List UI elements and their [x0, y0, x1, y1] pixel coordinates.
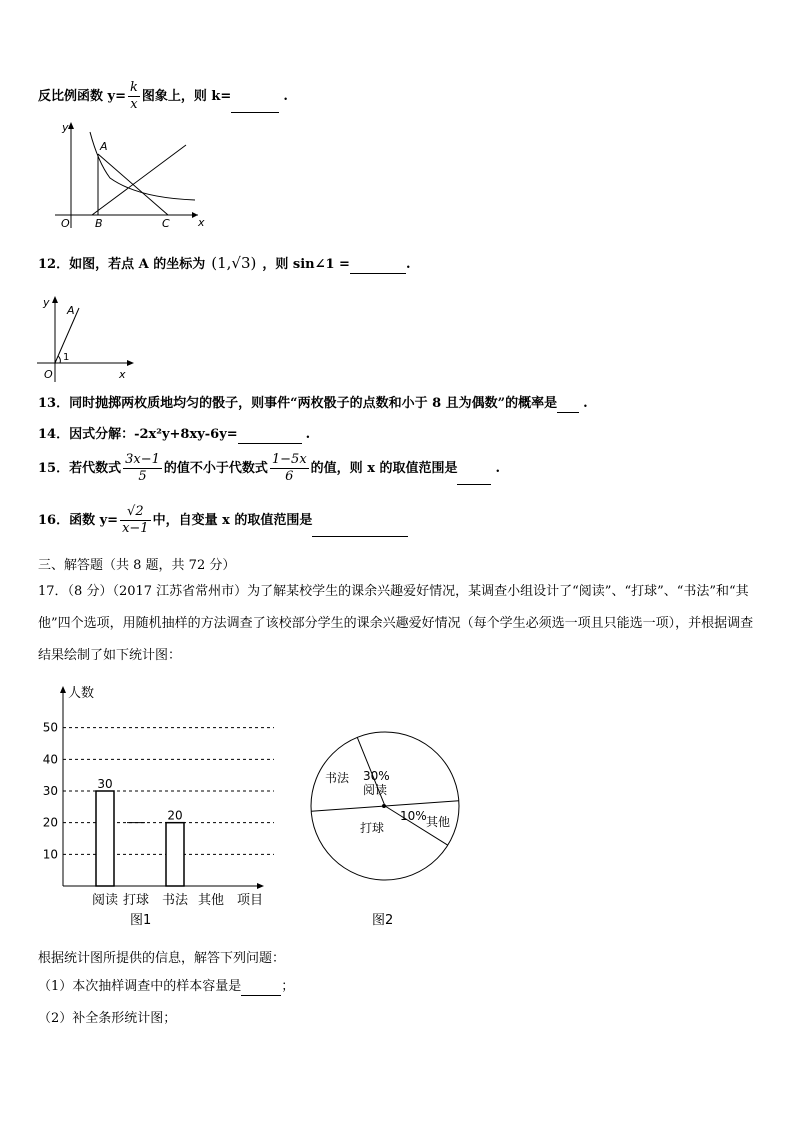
- question-11-line: [38, 80, 288, 113]
- sub-question-1-line: [38, 978, 294, 996]
- q12-text-mid: ，则 sin∠1 =: [262, 257, 350, 272]
- q16-text-after: 中，自变量 x 的取值范围是: [152, 513, 313, 528]
- bar-category-label: 打球: [122, 893, 150, 908]
- bar-y-axis-arrow-icon: [60, 686, 66, 693]
- bar-category-label: 阅读: [91, 893, 119, 908]
- q11-fraction: [128, 80, 140, 113]
- pie-label-calligraphy: 书法: [325, 771, 350, 785]
- q16-frac-den: x−1: [122, 521, 149, 536]
- fig11-label-c: C: [162, 217, 170, 230]
- bar-data-label: 20: [167, 808, 183, 823]
- sub1-end: ；: [281, 979, 295, 994]
- fig11-label-x: x: [198, 216, 205, 229]
- q15-end: .: [495, 461, 501, 476]
- q11-frac-den: x: [130, 97, 138, 112]
- question-14-line: [38, 426, 310, 444]
- fig12-label-y: y: [43, 296, 50, 309]
- question-12-line: [38, 254, 410, 274]
- fig11-label-b: B: [95, 217, 103, 230]
- question-13-line: [38, 395, 588, 413]
- bar-chart-ylabel: 人数: [68, 686, 95, 701]
- q11-answer-blank[interactable]: [231, 98, 279, 113]
- q12-answer-blank[interactable]: [350, 259, 406, 274]
- fig11-line-bc: [92, 145, 186, 215]
- bar-y-tick-label: 20: [42, 815, 58, 830]
- pie-label-other: 其他: [426, 815, 451, 829]
- question-16-line: [38, 504, 408, 537]
- q12-text-before: 12．如图，若点 A 的坐标为: [38, 257, 206, 272]
- q15-f1-num: 3x−1: [125, 452, 160, 467]
- q14-text: 14．因式分解：-2x²y+8xy-6y=: [38, 427, 238, 442]
- q15-text-before: 15．若代数式: [38, 461, 122, 476]
- pie-label-reading: 阅读: [363, 783, 388, 797]
- q15-f2-num: 1−5x: [271, 452, 307, 467]
- bar-y-tick-label: 40: [42, 752, 58, 767]
- q11-end: .: [283, 89, 288, 104]
- pie-chart-caption: 图2: [372, 913, 394, 928]
- q15-text-after: 的值，则 x 的取值范围是: [310, 461, 458, 476]
- figure-11: [50, 118, 210, 233]
- fig11-y-arrow-icon: [68, 122, 74, 129]
- fig11-label-a: A: [100, 140, 108, 153]
- sub1-answer-blank[interactable]: [241, 981, 281, 996]
- pie-center-dot: [382, 804, 386, 808]
- bar-y-tick-label: 30: [42, 784, 58, 798]
- bar-2: [166, 823, 184, 886]
- fig11-line-ac: [98, 154, 168, 215]
- bar-0: [96, 791, 114, 886]
- q16-fraction: [120, 504, 151, 537]
- bar-chart-xlabel: 项目: [237, 893, 264, 908]
- question-15-line: [38, 452, 500, 485]
- q11-text-before: 反比例函数 y=: [38, 89, 126, 104]
- fig12-y-arrow-icon: [52, 296, 58, 303]
- section-3-title: 三、解答题（共 8 题，共 72 分）: [38, 558, 236, 573]
- bar-y-tick-label: 10: [42, 847, 58, 862]
- q15-fraction-1: [123, 452, 162, 485]
- bar-category-label: 书法: [161, 893, 189, 908]
- pie-chart-figure-2: [300, 724, 470, 934]
- bar-chart-caption: 图1: [130, 913, 152, 928]
- q13-text: 13．同时抛掷两枚质地均匀的骰子，则事件“两枚骰子的点数和小于 8 且为偶数”的概率是: [38, 396, 558, 411]
- pie-label-ball: 打球: [360, 821, 385, 835]
- q16-frac-num: √2: [120, 504, 151, 521]
- question-17-text: 17．（8 分）（2017 江苏省常州市）为了解某校学生的课余兴趣爱好情况，某调查小组设计了“阅读”、“打球”、“书法”和“其他”四个选项，用随机抽样的方法调查了该校部分学生的课余兴趣爱好情况（每个学生必须选一项且只能选一项），并根据调查结果绘制了如下统计图：: [38, 584, 754, 663]
- q15-f1-den: 5: [138, 469, 147, 484]
- pie-label-other-pct: 10%: [400, 809, 427, 823]
- q12-coordinate: (1,√3): [211, 254, 257, 272]
- q12-end: .: [405, 257, 411, 272]
- fig12-label-angle: 1: [63, 352, 70, 363]
- figure-12: [35, 290, 145, 385]
- q16-text-before: 16．函数 y=: [38, 513, 119, 528]
- bar-chart-figure-1: [30, 682, 280, 932]
- bar-y-tick-label: 50: [42, 720, 58, 735]
- questions-intro: 根据统计图所提供的信息，解答下列问题：: [38, 951, 286, 966]
- fig12-label-x: x: [119, 368, 126, 381]
- q15-answer-blank[interactable]: [457, 470, 491, 485]
- q11-text-after: 图象上，则 k=: [141, 89, 232, 104]
- fig11-label-y: y: [62, 121, 69, 134]
- fig11-label-o: O: [61, 217, 70, 230]
- q13-end: .: [583, 396, 588, 411]
- sub-question-2-line: （2）补全条形统计图；: [38, 1011, 177, 1026]
- q14-answer-blank[interactable]: [238, 429, 302, 444]
- q16-answer-blank[interactable]: [312, 522, 408, 537]
- q11-frac-num: k: [129, 80, 138, 95]
- fig12-x-arrow-icon: [127, 360, 134, 366]
- bar-category-label: 其他: [197, 893, 225, 908]
- q13-answer-blank[interactable]: [557, 398, 579, 413]
- pie-label-reading-pct: 30%: [363, 769, 390, 783]
- q15-f2-den: 6: [285, 469, 294, 484]
- fig12-label-o: O: [44, 368, 53, 381]
- q15-text-mid: 的值不小于代数式: [163, 461, 268, 476]
- q14-end: .: [305, 427, 311, 442]
- q15-fraction-2: [270, 452, 309, 485]
- sub1-text: （1）本次抽样调查中的样本容量是: [38, 979, 242, 994]
- bar-data-label: 30: [97, 777, 113, 791]
- fig12-angle-arc: [58, 356, 60, 363]
- fig12-label-a: A: [67, 304, 75, 317]
- bar-x-axis-arrow-icon: [257, 883, 264, 889]
